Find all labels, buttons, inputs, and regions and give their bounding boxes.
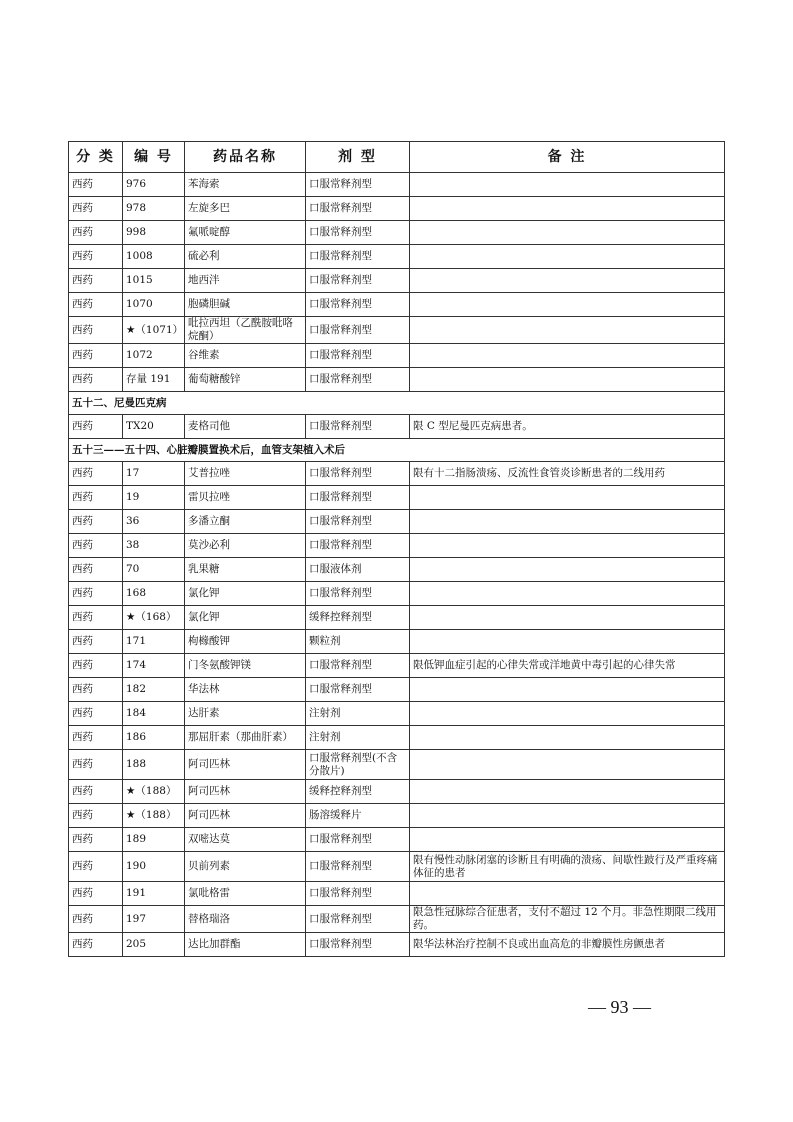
cell-code: 190 bbox=[123, 852, 185, 882]
cell-drug-name: 那屈肝素（那曲肝素） bbox=[185, 726, 306, 750]
section-title: 五十二、尼曼匹克病 bbox=[69, 392, 725, 415]
table-row bbox=[69, 702, 725, 726]
cell-code: ★（168） bbox=[123, 606, 185, 630]
table-row bbox=[69, 654, 725, 678]
cell-category: 西药 bbox=[69, 293, 123, 317]
cell-category: 西药 bbox=[69, 245, 123, 269]
header-remarks: 备 注 bbox=[410, 142, 725, 173]
header-code: 编 号 bbox=[123, 142, 185, 173]
table-row bbox=[69, 486, 725, 510]
cell-remarks bbox=[410, 582, 725, 606]
cell-drug-name: 艾普拉唑 bbox=[185, 462, 306, 486]
section-title: 五十三——五十四、心脏瓣膜置换术后，血管支架植入术后 bbox=[69, 439, 725, 462]
cell-code: 171 bbox=[123, 630, 185, 654]
cell-code: 1008 bbox=[123, 245, 185, 269]
cell-category: 西药 bbox=[69, 317, 123, 344]
cell-drug-name: 雷贝拉唑 bbox=[185, 486, 306, 510]
header-dosage-form: 剂 型 bbox=[306, 142, 410, 173]
cell-dosage-form: 口服常释剂型 bbox=[306, 882, 410, 906]
cell-dosage-form: 口服常释剂型 bbox=[306, 245, 410, 269]
cell-category: 西药 bbox=[69, 462, 123, 486]
section-row bbox=[69, 439, 725, 462]
cell-drug-name: 胞磷胆碱 bbox=[185, 293, 306, 317]
cell-code: 70 bbox=[123, 558, 185, 582]
table-row bbox=[69, 269, 725, 293]
cell-remarks bbox=[410, 534, 725, 558]
cell-category: 西药 bbox=[69, 654, 123, 678]
cell-dosage-form: 口服常释剂型 bbox=[306, 906, 410, 933]
cell-drug-name: 氟哌啶醇 bbox=[185, 221, 306, 245]
cell-drug-name: 麦格司他 bbox=[185, 415, 306, 439]
cell-category: 西药 bbox=[69, 702, 123, 726]
cell-code: 976 bbox=[123, 173, 185, 197]
cell-dosage-form: 口服常释剂型 bbox=[306, 221, 410, 245]
cell-dosage-form: 口服常释剂型 bbox=[306, 173, 410, 197]
cell-remarks bbox=[410, 510, 725, 534]
cell-code: 978 bbox=[123, 197, 185, 221]
cell-category: 西药 bbox=[69, 415, 123, 439]
cell-code: 38 bbox=[123, 534, 185, 558]
cell-remarks bbox=[410, 269, 725, 293]
cell-category: 西药 bbox=[69, 368, 123, 392]
cell-remarks bbox=[410, 702, 725, 726]
cell-drug-name: 葡萄糖酸锌 bbox=[185, 368, 306, 392]
cell-remarks bbox=[410, 368, 725, 392]
table-row bbox=[69, 828, 725, 852]
cell-drug-name: 谷维素 bbox=[185, 344, 306, 368]
cell-remarks bbox=[410, 678, 725, 702]
cell-drug-name: 阿司匹林 bbox=[185, 780, 306, 804]
cell-dosage-form: 口服常释剂型(不含分散片) bbox=[306, 750, 410, 780]
table-row bbox=[69, 726, 725, 750]
cell-drug-name: 达比加群酯 bbox=[185, 933, 306, 957]
header-drug-name: 药品名称 bbox=[185, 142, 306, 173]
cell-remarks bbox=[410, 828, 725, 852]
table-header-row bbox=[69, 142, 725, 173]
cell-category: 西药 bbox=[69, 780, 123, 804]
cell-dosage-form: 口服常释剂型 bbox=[306, 852, 410, 882]
cell-drug-name: 氯化钾 bbox=[185, 606, 306, 630]
cell-code: 1015 bbox=[123, 269, 185, 293]
table-row bbox=[69, 750, 725, 780]
cell-remarks: 限 C 型尼曼匹克病患者。 bbox=[410, 415, 725, 439]
cell-remarks bbox=[410, 173, 725, 197]
cell-remarks bbox=[410, 293, 725, 317]
cell-code: 1072 bbox=[123, 344, 185, 368]
cell-dosage-form: 肠溶缓释片 bbox=[306, 804, 410, 828]
table-row bbox=[69, 415, 725, 439]
table-row bbox=[69, 368, 725, 392]
cell-category: 西药 bbox=[69, 221, 123, 245]
cell-drug-name: 吡拉西坦（乙酰胺吡咯烷酮） bbox=[185, 317, 306, 344]
cell-remarks: 限急性冠脉综合征患者，支付不超过 12 个月。非急性期限二线用药。 bbox=[410, 906, 725, 933]
cell-remarks bbox=[410, 804, 725, 828]
cell-remarks bbox=[410, 606, 725, 630]
cell-dosage-form: 口服常释剂型 bbox=[306, 828, 410, 852]
table-row bbox=[69, 882, 725, 906]
table-row bbox=[69, 558, 725, 582]
cell-remarks bbox=[410, 882, 725, 906]
cell-dosage-form: 口服常释剂型 bbox=[306, 293, 410, 317]
cell-dosage-form: 口服常释剂型 bbox=[306, 933, 410, 957]
page-number: — 93 — bbox=[588, 997, 651, 1017]
cell-code: ★（188） bbox=[123, 804, 185, 828]
table-row bbox=[69, 534, 725, 558]
cell-drug-name: 苯海索 bbox=[185, 173, 306, 197]
cell-dosage-form: 口服常释剂型 bbox=[306, 678, 410, 702]
cell-dosage-form: 口服常释剂型 bbox=[306, 344, 410, 368]
cell-drug-name: 硫必利 bbox=[185, 245, 306, 269]
cell-code: 17 bbox=[123, 462, 185, 486]
cell-drug-name: 莫沙必利 bbox=[185, 534, 306, 558]
drug-table bbox=[68, 141, 725, 957]
cell-remarks: 限有十二指肠溃疡、反流性食管炎诊断患者的二线用药 bbox=[410, 462, 725, 486]
cell-code: 182 bbox=[123, 678, 185, 702]
cell-remarks bbox=[410, 245, 725, 269]
cell-dosage-form: 口服常释剂型 bbox=[306, 197, 410, 221]
cell-category: 西药 bbox=[69, 558, 123, 582]
cell-category: 西药 bbox=[69, 804, 123, 828]
cell-remarks bbox=[410, 344, 725, 368]
cell-dosage-form: 口服常释剂型 bbox=[306, 317, 410, 344]
table-row bbox=[69, 582, 725, 606]
cell-code: 19 bbox=[123, 486, 185, 510]
cell-remarks bbox=[410, 486, 725, 510]
cell-category: 西药 bbox=[69, 852, 123, 882]
cell-dosage-form: 注射剂 bbox=[306, 726, 410, 750]
cell-drug-name: 乳果糖 bbox=[185, 558, 306, 582]
cell-drug-name: 氯吡格雷 bbox=[185, 882, 306, 906]
cell-code: 1070 bbox=[123, 293, 185, 317]
table-row bbox=[69, 510, 725, 534]
cell-dosage-form: 口服液体剂 bbox=[306, 558, 410, 582]
table-row bbox=[69, 906, 725, 933]
cell-code: 205 bbox=[123, 933, 185, 957]
cell-code: 36 bbox=[123, 510, 185, 534]
cell-category: 西药 bbox=[69, 906, 123, 933]
table-row bbox=[69, 293, 725, 317]
cell-code: 197 bbox=[123, 906, 185, 933]
cell-drug-name: 门冬氨酸钾镁 bbox=[185, 654, 306, 678]
cell-dosage-form: 颗粒剂 bbox=[306, 630, 410, 654]
table-row bbox=[69, 317, 725, 344]
cell-code: 168 bbox=[123, 582, 185, 606]
cell-category: 西药 bbox=[69, 582, 123, 606]
cell-category: 西药 bbox=[69, 173, 123, 197]
table-row bbox=[69, 933, 725, 957]
cell-code: 998 bbox=[123, 221, 185, 245]
cell-category: 西药 bbox=[69, 197, 123, 221]
table-row bbox=[69, 606, 725, 630]
cell-dosage-form: 口服常释剂型 bbox=[306, 534, 410, 558]
table-row bbox=[69, 678, 725, 702]
cell-remarks bbox=[410, 558, 725, 582]
cell-code: 186 bbox=[123, 726, 185, 750]
cell-code: ★（1071） bbox=[123, 317, 185, 344]
cell-category: 西药 bbox=[69, 933, 123, 957]
cell-remarks bbox=[410, 317, 725, 344]
cell-drug-name: 枸橼酸钾 bbox=[185, 630, 306, 654]
cell-remarks bbox=[410, 221, 725, 245]
cell-code: 189 bbox=[123, 828, 185, 852]
table-row bbox=[69, 630, 725, 654]
cell-remarks bbox=[410, 630, 725, 654]
header-category: 分 类 bbox=[69, 142, 123, 173]
cell-drug-name: 华法林 bbox=[185, 678, 306, 702]
cell-remarks bbox=[410, 750, 725, 780]
cell-code: 174 bbox=[123, 654, 185, 678]
table-row bbox=[69, 462, 725, 486]
cell-remarks bbox=[410, 726, 725, 750]
cell-category: 西药 bbox=[69, 486, 123, 510]
cell-category: 西药 bbox=[69, 534, 123, 558]
cell-dosage-form: 口服常释剂型 bbox=[306, 582, 410, 606]
cell-category: 西药 bbox=[69, 726, 123, 750]
cell-category: 西药 bbox=[69, 882, 123, 906]
cell-dosage-form: 口服常释剂型 bbox=[306, 368, 410, 392]
cell-category: 西药 bbox=[69, 344, 123, 368]
cell-dosage-form: 口服常释剂型 bbox=[306, 415, 410, 439]
cell-category: 西药 bbox=[69, 678, 123, 702]
cell-drug-name: 左旋多巴 bbox=[185, 197, 306, 221]
cell-drug-name: 达肝素 bbox=[185, 702, 306, 726]
cell-dosage-form: 缓释控释剂型 bbox=[306, 780, 410, 804]
cell-drug-name: 阿司匹林 bbox=[185, 750, 306, 780]
table-row bbox=[69, 197, 725, 221]
cell-dosage-form: 注射剂 bbox=[306, 702, 410, 726]
cell-code: 188 bbox=[123, 750, 185, 780]
cell-drug-name: 贝前列素 bbox=[185, 852, 306, 882]
cell-code: TX20 bbox=[123, 415, 185, 439]
cell-code: 存量 191 bbox=[123, 368, 185, 392]
section-row bbox=[69, 392, 725, 415]
cell-category: 西药 bbox=[69, 606, 123, 630]
cell-drug-name: 阿司匹林 bbox=[185, 804, 306, 828]
cell-drug-name: 替格瑞洛 bbox=[185, 906, 306, 933]
table-row bbox=[69, 780, 725, 804]
table-row bbox=[69, 852, 725, 882]
cell-drug-name: 氯化钾 bbox=[185, 582, 306, 606]
cell-dosage-form: 口服常释剂型 bbox=[306, 510, 410, 534]
cell-remarks: 限有慢性动脉闭塞的诊断且有明确的溃疡、间歇性跛行及严重疼痛体征的患者 bbox=[410, 852, 725, 882]
cell-category: 西药 bbox=[69, 510, 123, 534]
cell-remarks bbox=[410, 780, 725, 804]
table-row bbox=[69, 804, 725, 828]
cell-category: 西药 bbox=[69, 750, 123, 780]
cell-dosage-form: 口服常释剂型 bbox=[306, 486, 410, 510]
cell-remarks bbox=[410, 197, 725, 221]
table-row bbox=[69, 344, 725, 368]
cell-category: 西药 bbox=[69, 828, 123, 852]
table-body bbox=[69, 173, 725, 957]
table-row bbox=[69, 245, 725, 269]
cell-dosage-form: 口服常释剂型 bbox=[306, 654, 410, 678]
cell-dosage-form: 口服常释剂型 bbox=[306, 462, 410, 486]
cell-dosage-form: 口服常释剂型 bbox=[306, 269, 410, 293]
cell-category: 西药 bbox=[69, 630, 123, 654]
cell-drug-name: 地西泮 bbox=[185, 269, 306, 293]
cell-dosage-form: 缓释控释剂型 bbox=[306, 606, 410, 630]
cell-code: 191 bbox=[123, 882, 185, 906]
cell-code: ★（188） bbox=[123, 780, 185, 804]
table-row bbox=[69, 221, 725, 245]
cell-drug-name: 多潘立酮 bbox=[185, 510, 306, 534]
cell-remarks: 限低钾血症引起的心律失常或洋地黄中毒引起的心律失常 bbox=[410, 654, 725, 678]
cell-code: 184 bbox=[123, 702, 185, 726]
cell-category: 西药 bbox=[69, 269, 123, 293]
cell-drug-name: 双嘧达莫 bbox=[185, 828, 306, 852]
cell-remarks: 限华法林治疗控制不良或出血高危的非瓣膜性房颤患者 bbox=[410, 933, 725, 957]
table-row bbox=[69, 173, 725, 197]
